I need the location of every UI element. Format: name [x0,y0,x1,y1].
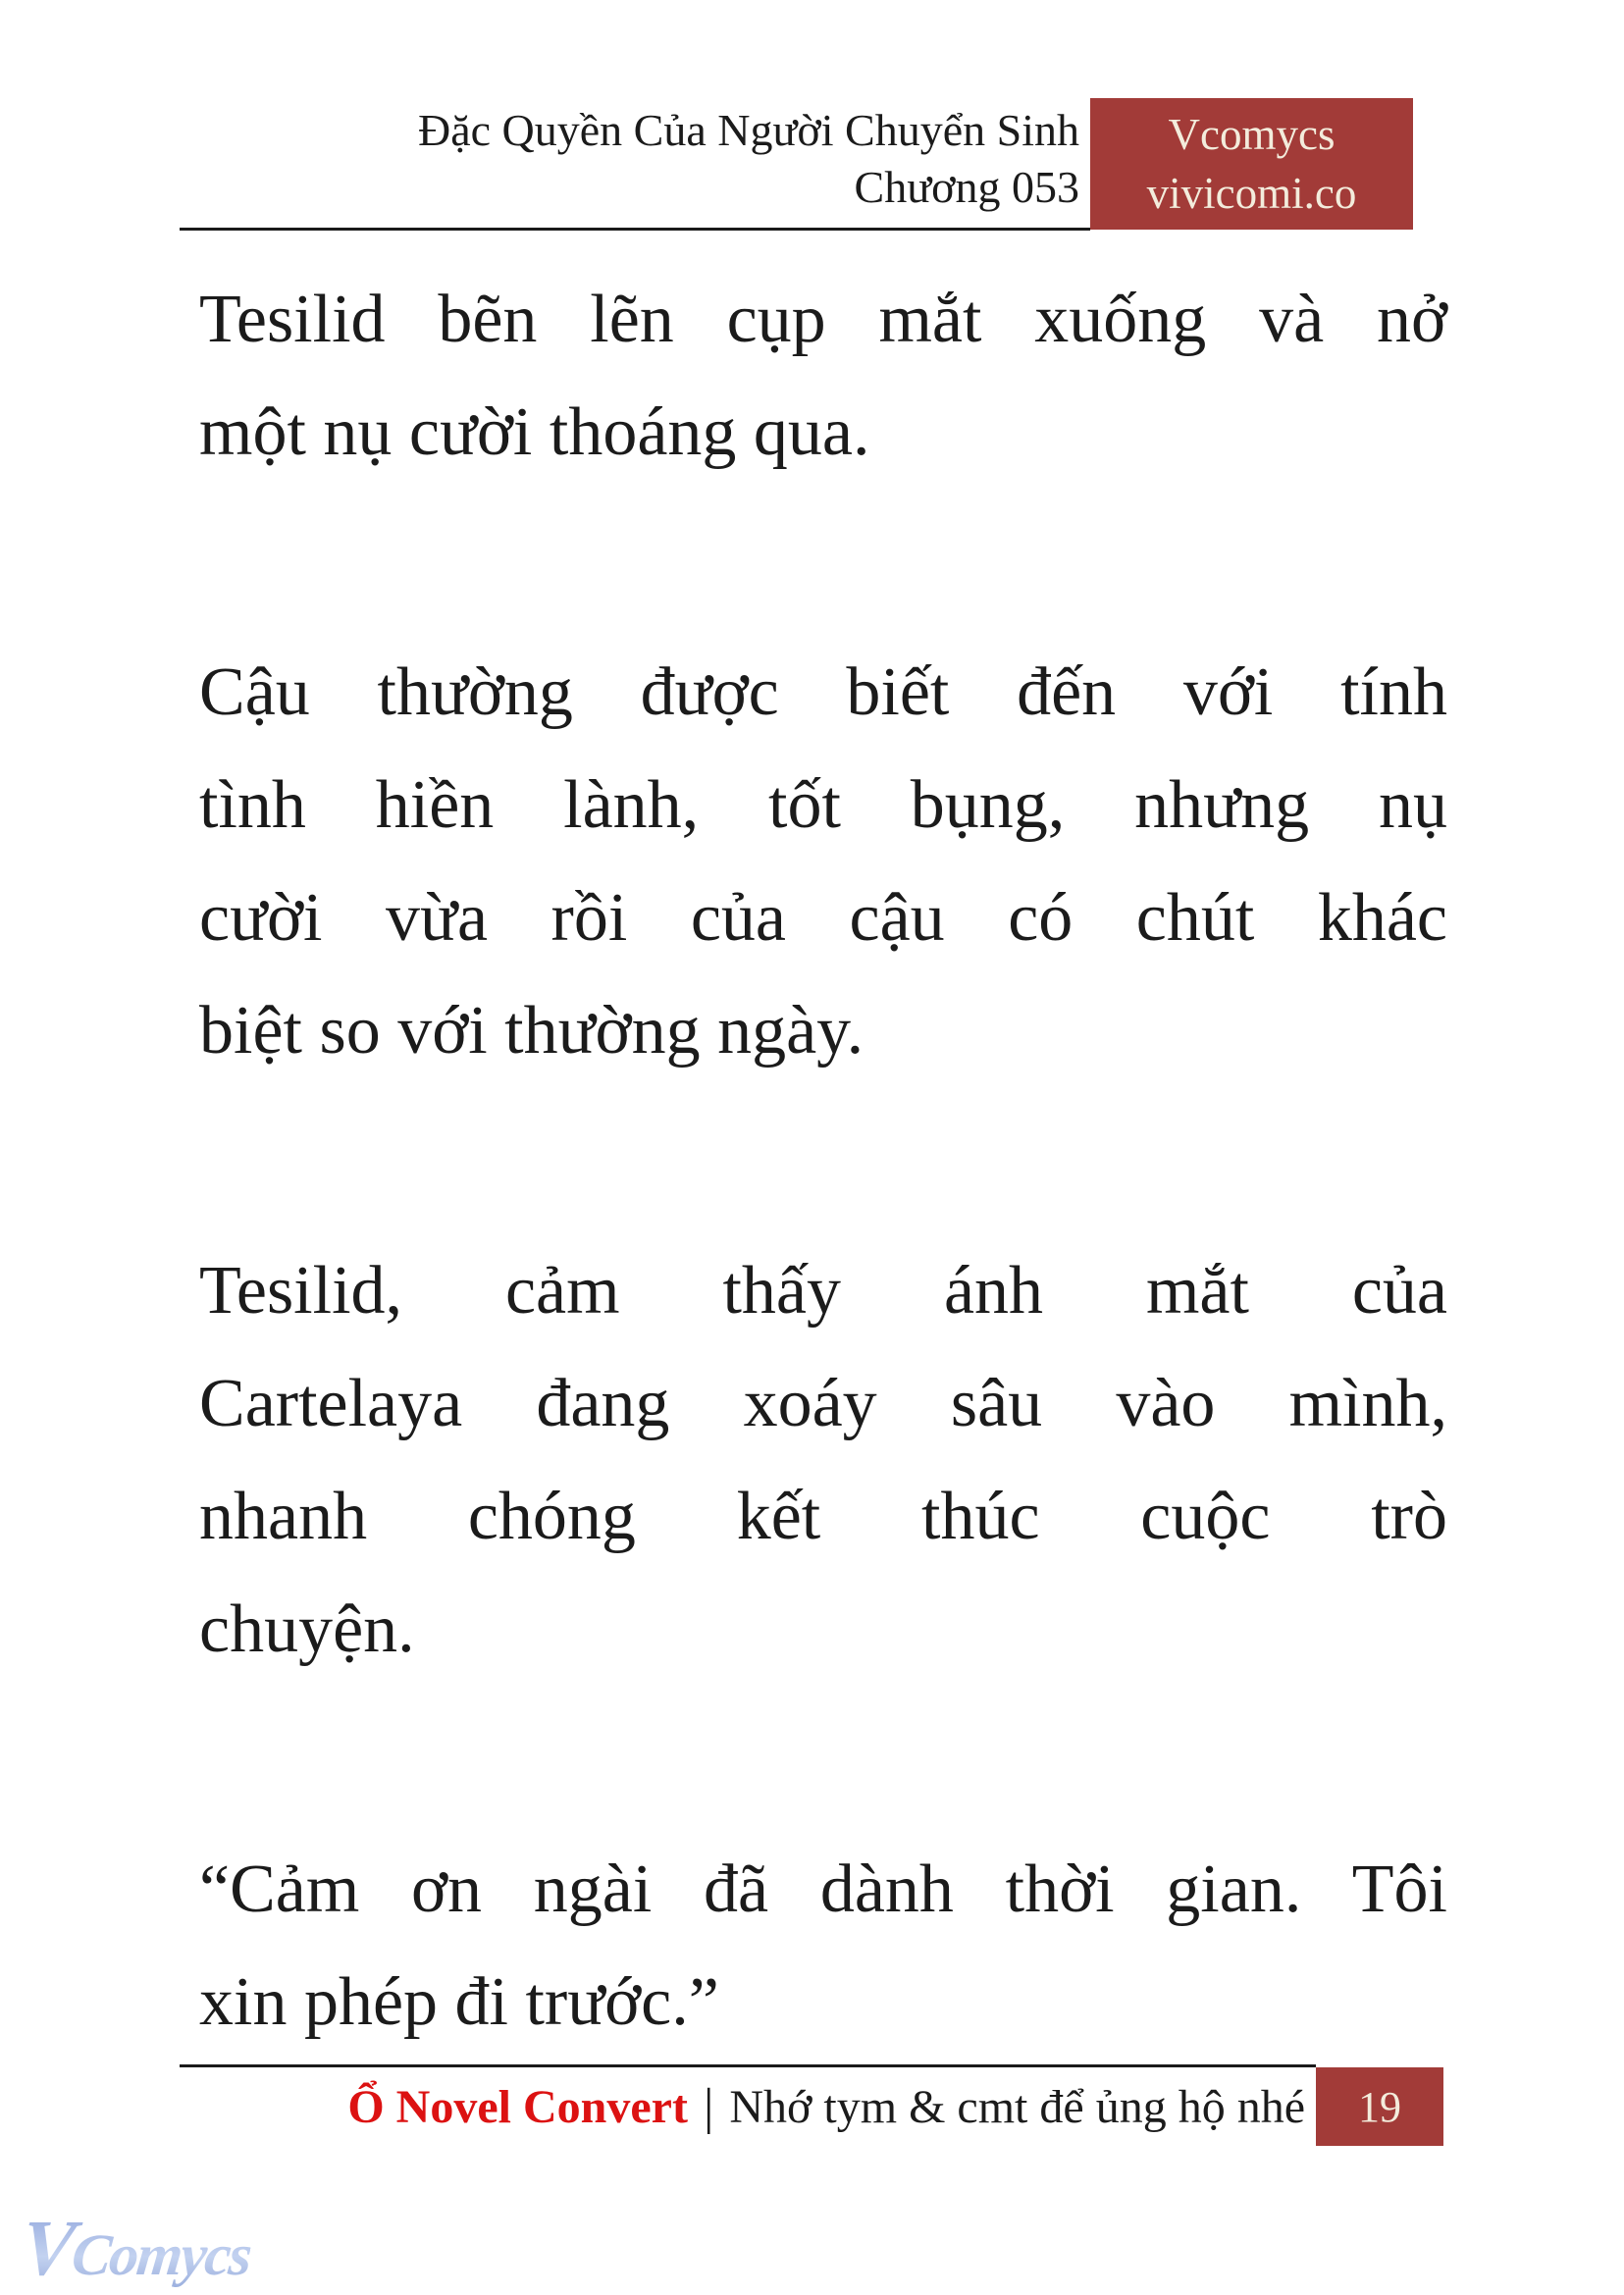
text-line: chuyện. [199,1591,415,1667]
text-line: Tesilid, cảm thấy ánh mắt của [199,1253,1447,1329]
text-line: tình hiền lành, tốt bụng, nhưng nụ [199,767,1447,843]
vcomycs-logo: VComycs [17,2204,256,2295]
page-number: 19 [1358,2082,1401,2131]
footer-separator: | [703,2078,714,2135]
page-header [418,102,1079,216]
page-number-badge [1316,2067,1443,2146]
text-line: một nụ cười thoáng qua. [199,394,870,470]
support-note: Nhớ tym & cmt để ủng hộ nhé [729,2080,1305,2133]
text-line: Cartelaya đang xoáy sâu vào mình, [199,1366,1447,1441]
page-body [199,263,1447,2059]
brand-name: Vcomycs [1168,110,1336,159]
text-line: nhanh chóng kết thúc cuộc trò [199,1479,1447,1554]
paragraph [199,1833,1447,2059]
paragraph [199,1234,1447,1686]
brand-site: vivicomi.co [1146,169,1357,218]
header-divider [180,228,1090,231]
translator-credit: Ổ Novel Convert [347,2080,688,2133]
text-line: biệt so với thường ngày. [199,993,864,1069]
chapter-number: Chương 053 [854,162,1079,212]
text-line: “Cảm ơn ngài đã dành thời gian. Tôi [199,1852,1447,1927]
text-line: Cậu thường được biết đến với tính [199,654,1447,730]
text-line: xin phép đi trước.” [199,1964,719,2040]
text-line: Tesilid bẽn lẽn cụp mắt xuống và nở [199,282,1447,357]
paragraph [199,263,1447,489]
brand-badge [1090,98,1413,230]
series-title: Đặc Quyền Của Người Chuyển Sinh [417,105,1079,155]
text-line: cười vừa rồi của cậu có chút khác [199,880,1447,956]
page-footer [347,2067,1305,2146]
paragraph [199,636,1447,1087]
